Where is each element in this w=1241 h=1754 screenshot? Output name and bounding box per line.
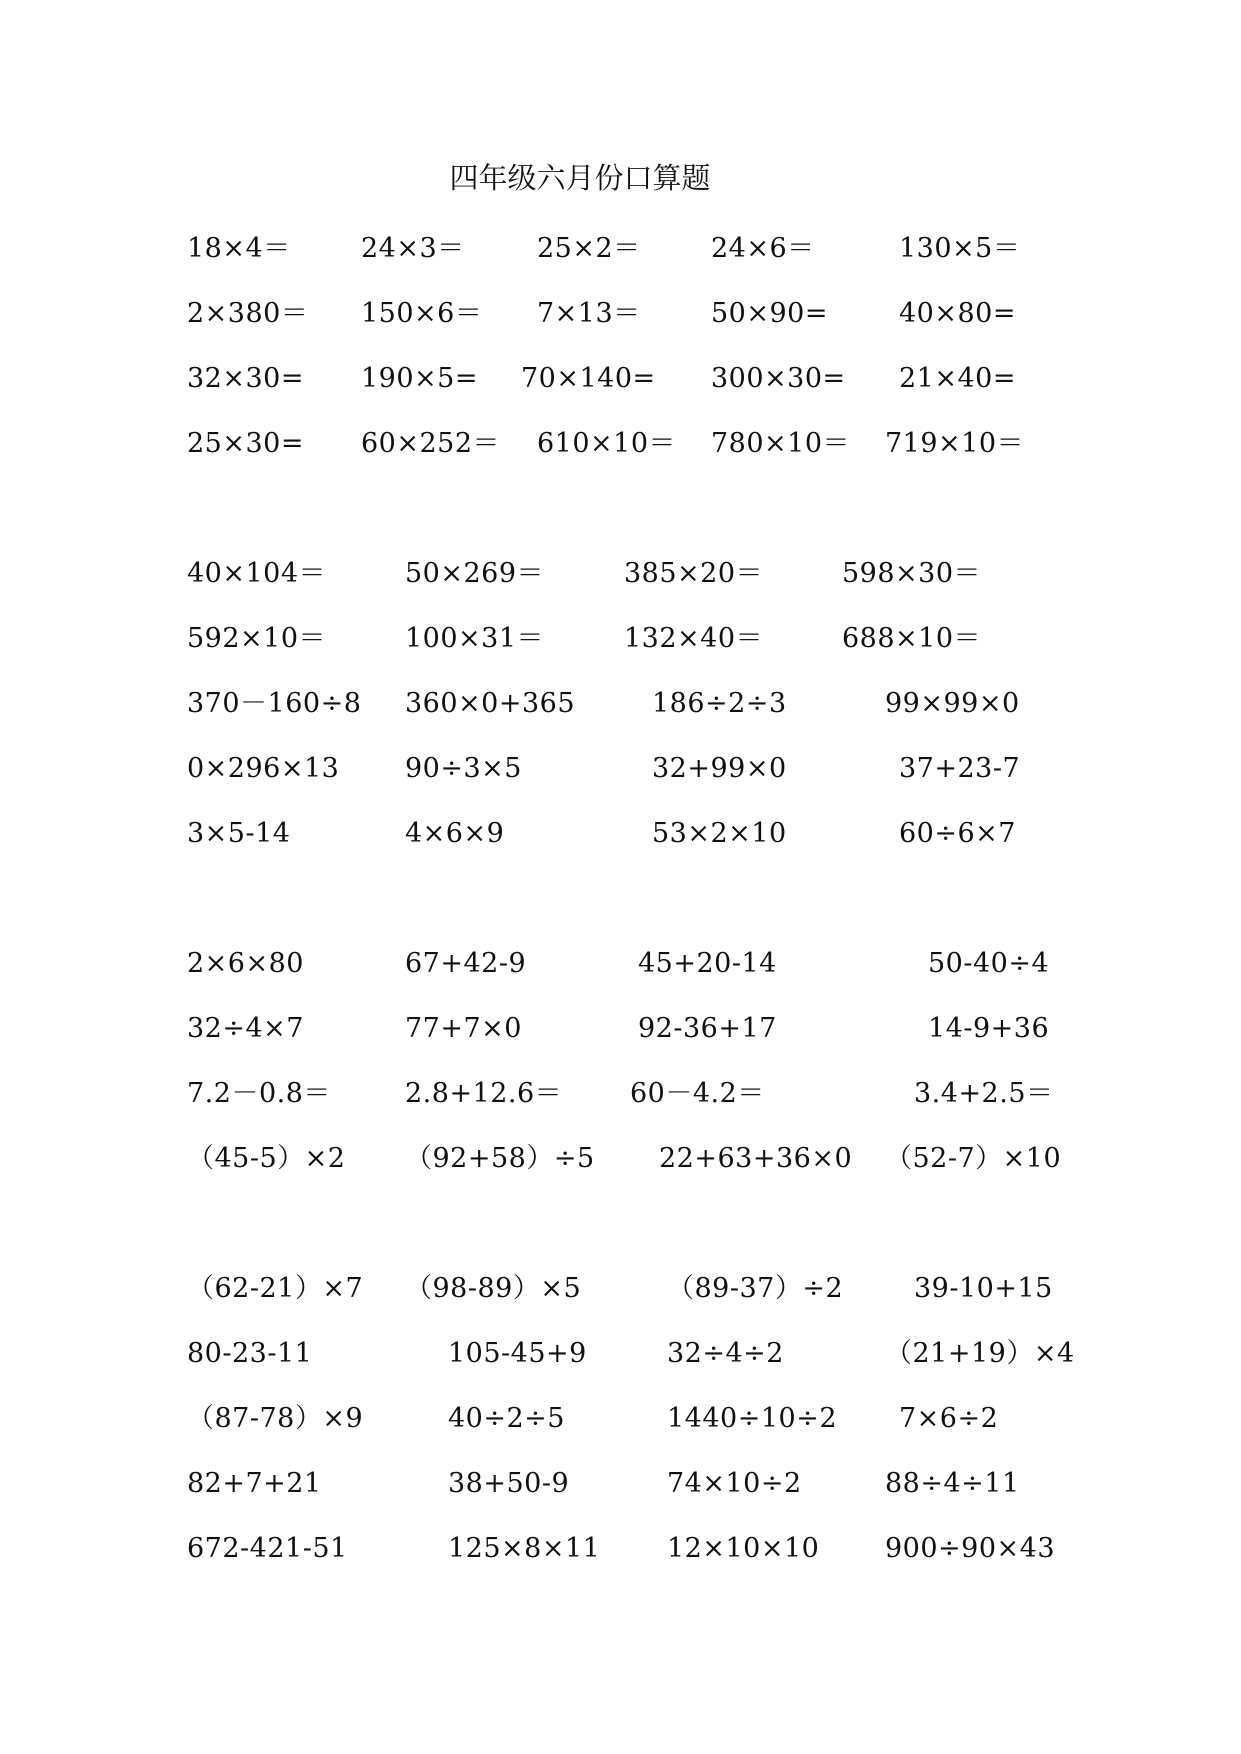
math-problem: 18×4＝ [187, 233, 291, 264]
math-problem: 77+7×0 [405, 1013, 522, 1044]
math-problem: 190×5= [361, 363, 478, 394]
math-problem: 40÷2÷5 [448, 1403, 565, 1434]
problem-row [0, 1529, 1241, 1569]
math-problem: 125×8×11 [448, 1533, 601, 1564]
math-problem: 67+42-9 [405, 948, 527, 979]
math-problem: 100×31＝ [405, 623, 545, 654]
math-problem: 370－160÷8 [187, 688, 362, 719]
math-problem: （87-78）×9 [187, 1403, 364, 1434]
math-problem: 186÷2÷3 [652, 688, 787, 719]
math-problem: 60×252＝ [361, 428, 501, 459]
math-problem: 37+23-7 [899, 753, 1021, 784]
math-problem: 60÷6×7 [899, 818, 1016, 849]
math-problem: 24×3＝ [361, 233, 465, 264]
math-problem: 90÷3×5 [405, 753, 522, 784]
math-problem: 99×99×0 [885, 688, 1020, 719]
math-problem: 150×6＝ [361, 298, 483, 329]
math-problem: 2×6×80 [187, 948, 304, 979]
math-problem: 53×2×10 [652, 818, 787, 849]
problem-row [0, 359, 1241, 399]
math-problem: 105-45+9 [448, 1338, 587, 1369]
math-problem: 38+50-9 [448, 1468, 570, 1499]
math-problem: 80-23-11 [187, 1338, 313, 1369]
math-problem: 60－4.2＝ [630, 1078, 765, 1109]
math-problem: 2.8+12.6＝ [405, 1078, 563, 1109]
math-problem: 7×6÷2 [899, 1403, 999, 1434]
math-problem: 14-9+36 [928, 1013, 1050, 1044]
problem-row [0, 229, 1241, 269]
math-problem: 50×90= [711, 298, 828, 329]
math-problem: 598×30＝ [842, 558, 982, 589]
math-problem: 130×5＝ [899, 233, 1021, 264]
math-problem: 3.4+2.5＝ [914, 1078, 1054, 1109]
math-problem: 32+99×0 [652, 753, 787, 784]
math-problem: 1440÷10÷2 [667, 1403, 837, 1434]
math-problem: 3×5-14 [187, 818, 291, 849]
math-problem: 40×104＝ [187, 558, 327, 589]
math-problem: 132×40＝ [624, 623, 764, 654]
math-problem: 688×10＝ [842, 623, 982, 654]
problem-row [0, 684, 1241, 724]
problem-row [0, 749, 1241, 789]
problem-row [0, 1009, 1241, 1049]
math-problem: 32×30= [187, 363, 304, 394]
page-title: 四年级六月份口算题 [449, 161, 711, 195]
math-problem: 385×20＝ [624, 558, 764, 589]
math-problem: （92+58）÷5 [405, 1143, 595, 1174]
math-problem: 32÷4×7 [187, 1013, 304, 1044]
math-problem: 50-40÷4 [928, 948, 1050, 979]
problem-row [0, 1074, 1241, 1114]
math-problem: 74×10÷2 [667, 1468, 802, 1499]
problem-row [0, 1139, 1241, 1179]
math-problem: 24×6＝ [711, 233, 815, 264]
problem-row [0, 1269, 1241, 1309]
math-problem: 592×10＝ [187, 623, 327, 654]
math-problem: 610×10＝ [537, 428, 677, 459]
math-problem: 300×30= [711, 363, 846, 394]
problem-row [0, 1399, 1241, 1439]
problem-row [0, 1464, 1241, 1504]
math-problem: 25×30= [187, 428, 304, 459]
math-problem: 780×10＝ [711, 428, 851, 459]
math-problem: 45+20-14 [638, 948, 777, 979]
math-problem: 7×13＝ [537, 298, 641, 329]
math-problem: 40×80= [899, 298, 1016, 329]
math-problem: 92-36+17 [638, 1013, 777, 1044]
problem-row [0, 294, 1241, 334]
math-problem: 719×10＝ [885, 428, 1025, 459]
math-problem: （52-7）×10 [885, 1143, 1062, 1174]
math-problem: 22+63+36×0 [659, 1143, 853, 1174]
math-problem: 70×140= [521, 363, 656, 394]
problem-row [0, 944, 1241, 984]
math-problem: 21×40= [899, 363, 1016, 394]
problem-row [0, 814, 1241, 854]
math-problem: 32÷4÷2 [667, 1338, 784, 1369]
math-problem: 672-421-51 [187, 1533, 348, 1564]
problem-row [0, 619, 1241, 659]
math-problem: 2×380＝ [187, 298, 309, 329]
math-problem: 900÷90×43 [885, 1533, 1055, 1564]
math-problem: 7.2－0.8＝ [187, 1078, 331, 1109]
math-problem: 88÷4÷11 [885, 1468, 1020, 1499]
math-problem: （98-89）×5 [405, 1273, 582, 1304]
math-problem: 50×269＝ [405, 558, 545, 589]
math-problem: （21+19）×4 [885, 1338, 1075, 1369]
math-problem: 39-10+15 [914, 1273, 1053, 1304]
math-problem: （89-37）÷2 [667, 1273, 844, 1304]
problem-row [0, 424, 1241, 464]
math-problem: 360×0+365 [405, 688, 575, 719]
math-problem: 25×2＝ [537, 233, 641, 264]
problem-row [0, 1334, 1241, 1374]
math-problem: 0×296×13 [187, 753, 340, 784]
math-problem: 12×10×10 [667, 1533, 820, 1564]
math-problem: 4×6×9 [405, 818, 505, 849]
math-problem: 82+7+21 [187, 1468, 322, 1499]
problem-row [0, 554, 1241, 594]
math-problem: （62-21）×7 [187, 1273, 364, 1304]
math-problem: （45-5）×2 [187, 1143, 346, 1174]
